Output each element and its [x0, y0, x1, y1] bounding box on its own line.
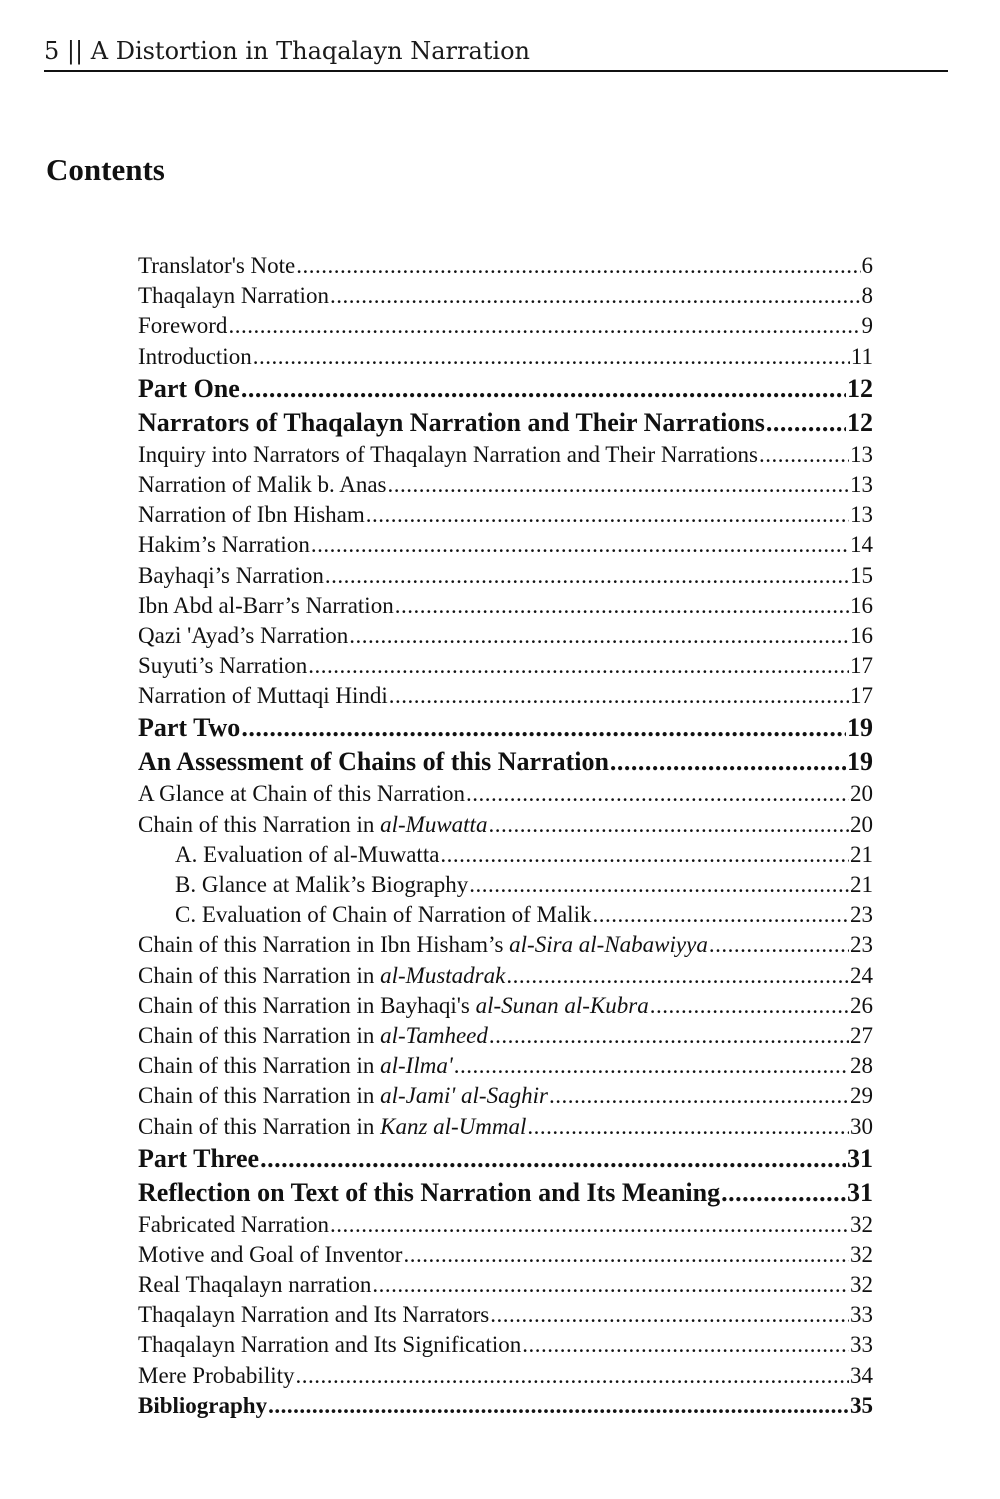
toc-entry-title	[138, 311, 227, 341]
toc-entry[interactable]	[138, 1021, 873, 1051]
dot-leader	[308, 651, 849, 681]
toc-entry-title-text: A. Evaluation of al-Muwatta	[175, 841, 440, 867]
table-of-contents	[138, 251, 873, 1421]
dot-leader	[527, 1112, 849, 1142]
toc-entry-page-number: 9	[861, 313, 873, 339]
toc-entry-title-text: Motive and Goal of Inventor	[138, 1241, 403, 1267]
toc-entry-page-number: 32	[850, 1211, 873, 1237]
toc-entry[interactable]	[138, 900, 873, 930]
dot-leader	[395, 591, 849, 621]
toc-entry-page-number: 27	[850, 1022, 873, 1048]
toc-entry-work-title: al-Muwatta	[380, 811, 488, 837]
dot-leader	[766, 406, 846, 440]
toc-entry-page-number: 13	[850, 471, 873, 497]
toc-entry-title-text: Inquiry into Narrators of Thaqalayn Narration and Their Narrations	[138, 441, 758, 467]
toc-entry-title-text: Chain of this Narration in	[138, 1022, 381, 1048]
toc-entry-work-title: al-Sira al-Nabawiyya	[509, 932, 708, 958]
dot-leader	[296, 1361, 850, 1391]
toc-entry-page-number: 11	[850, 343, 873, 369]
toc-entry-title-text: Narrators of Thaqalayn Narration and Their Narrations	[138, 407, 765, 437]
toc-entry[interactable]	[138, 1240, 873, 1270]
toc-entry[interactable]	[138, 530, 873, 560]
toc-entry-title-text: Bayhaqi’s Narration	[138, 562, 324, 588]
toc-entry-title	[138, 440, 758, 470]
toc-entry-page-number: 31	[847, 1143, 873, 1173]
toc-entry-page-number: 30	[850, 1113, 873, 1139]
toc-entry-title	[138, 991, 649, 1021]
toc-entry-page-number: 35	[850, 1392, 873, 1418]
toc-entry[interactable]	[138, 651, 873, 681]
toc-entry-work-title: al-Ilma'	[380, 1053, 453, 1079]
dot-leader	[311, 530, 849, 560]
toc-entry-title	[138, 810, 487, 840]
toc-entry-page-number: 15	[850, 562, 873, 588]
toc-entry-page-number: 32	[850, 1241, 873, 1267]
dot-leader	[241, 711, 846, 745]
dot-leader	[466, 779, 849, 809]
toc-entry[interactable]	[138, 561, 873, 591]
toc-entry[interactable]	[138, 251, 873, 281]
toc-entry[interactable]	[138, 870, 873, 900]
toc-entry-title-text: Thaqalayn Narration and Its Signification	[138, 1332, 522, 1358]
toc-entry-title	[138, 470, 386, 500]
toc-entry-title-text: Chain of this Narration in Bayhaqi's	[138, 992, 476, 1018]
toc-entry[interactable]	[138, 1330, 873, 1360]
toc-entry-title-text: Real Thaqalayn narration	[138, 1272, 372, 1298]
dot-leader	[469, 870, 849, 900]
toc-entry-title-text: Chain of this Narration in Ibn Hisham’s	[138, 932, 510, 958]
toc-entry-title-text: Part One	[138, 373, 240, 403]
toc-entry[interactable]	[138, 311, 873, 341]
toc-entry-work-title: al-Jami' al-Saghir	[380, 1083, 548, 1109]
dot-leader	[253, 342, 850, 372]
toc-entry-page-number: 23	[850, 932, 873, 958]
dot-leader	[241, 372, 846, 406]
toc-entry[interactable]	[138, 342, 873, 372]
toc-entry-title-text: Bibliography	[138, 1392, 268, 1418]
toc-entry-title	[138, 1210, 329, 1240]
toc-entry-title	[138, 711, 240, 745]
toc-entry-title	[138, 342, 252, 372]
toc-entry[interactable]	[138, 1270, 873, 1300]
toc-entry[interactable]	[138, 991, 873, 1021]
toc-entry-title	[138, 1361, 295, 1391]
toc-entry-title	[138, 530, 310, 560]
toc-entry-title-text: C. Evaluation of Chain of Narration of Malik	[175, 902, 592, 928]
toc-entry-page-number: 21	[850, 872, 873, 897]
toc-entry-page-number: 34	[850, 1362, 873, 1388]
toc-entry-page-number: 26	[850, 992, 873, 1018]
toc-entry-title	[138, 1176, 720, 1210]
dot-leader	[454, 1051, 849, 1081]
toc-entry[interactable]	[138, 961, 873, 991]
toc-entry-title-text: A Glance at Chain of this Narration	[138, 781, 466, 807]
toc-entry-title-text: Narration of Muttaqi Hindi	[138, 683, 388, 709]
toc-entry[interactable]	[138, 779, 873, 809]
toc-entry-title-text: Fabricated Narration	[138, 1211, 329, 1237]
toc-entry-title	[138, 621, 348, 651]
dot-leader	[403, 1240, 849, 1270]
toc-entry[interactable]	[138, 372, 873, 406]
toc-entry-title-text: An Assessment of Chains of this Narration	[138, 747, 609, 777]
toc-entry-title-text: Suyuti’s Narration	[138, 653, 308, 679]
toc-entry-title-text: Chain of this Narration in	[138, 1113, 381, 1139]
toc-entry-title	[175, 900, 591, 930]
dot-leader	[228, 311, 860, 341]
dot-leader	[330, 1210, 849, 1240]
dot-leader	[330, 281, 861, 311]
toc-entry[interactable]	[138, 591, 873, 621]
toc-entry-title	[138, 681, 388, 711]
toc-entry-work-title: al-Mustadrak	[380, 962, 506, 988]
toc-entry-title-text: Introduction	[138, 343, 252, 369]
toc-entry-title	[138, 1142, 259, 1176]
toc-entry[interactable]	[138, 810, 873, 840]
dot-leader	[759, 440, 849, 470]
toc-entry-page-number: 24	[850, 962, 873, 988]
toc-entry[interactable]	[138, 406, 873, 440]
dot-leader	[709, 930, 849, 960]
toc-entry-title	[138, 281, 329, 311]
toc-entry-page-number: 20	[850, 811, 873, 837]
toc-entry-title-text: Part Two	[138, 713, 241, 743]
toc-entry-page-number: 8	[861, 283, 873, 309]
toc-entry-page-number: 32	[850, 1272, 873, 1298]
toc-entry-work-title: al-Sunan al-Kubra	[475, 992, 649, 1018]
toc-entry-title	[138, 1021, 488, 1051]
toc-entry-title-text: Part Three	[138, 1143, 260, 1173]
toc-entry-title	[138, 651, 307, 681]
toc-entry[interactable]	[138, 621, 873, 651]
toc-entry[interactable]	[138, 1081, 873, 1111]
dot-leader	[522, 1330, 849, 1360]
toc-entry-title-text: B. Glance at Malik’s Biography	[175, 872, 469, 897]
toc-entry-title	[138, 561, 324, 591]
toc-entry-title	[138, 1270, 371, 1300]
toc-entry-title	[138, 930, 708, 960]
toc-entry-title	[138, 1051, 453, 1081]
toc-entry-page-number: 20	[850, 781, 873, 807]
toc-entry[interactable]	[138, 681, 873, 711]
toc-entry-title-text: Hakim’s Narration	[138, 532, 310, 558]
running-header	[44, 34, 948, 72]
toc-entry-title-text: Chain of this Narration in	[138, 811, 381, 837]
toc-entry-page-number: 33	[850, 1332, 873, 1358]
dot-leader	[506, 961, 849, 991]
toc-entry[interactable]	[138, 745, 873, 779]
toc-entry-title	[138, 745, 609, 779]
toc-entry-title-text: Reflection on Text of this Narration and Its Meaning	[138, 1177, 721, 1207]
dot-leader	[490, 1300, 849, 1330]
dot-leader	[592, 900, 849, 930]
toc-entry-page-number: 19	[847, 713, 873, 743]
toc-entry-title-text: Narration of Malik b. Anas	[138, 471, 387, 497]
toc-entry-title	[175, 840, 439, 870]
toc-entry-page-number: 21	[850, 841, 873, 867]
dot-leader	[325, 561, 849, 591]
toc-entry-page-number: 6	[861, 253, 873, 278]
toc-entry-work-title: Kanz al-Ummal	[380, 1113, 527, 1139]
toc-entry[interactable]	[138, 711, 873, 745]
toc-entry-page-number: 23	[850, 902, 873, 928]
dot-leader	[389, 681, 849, 711]
toc-entry-title-text: Narration of Ibn Hisham	[138, 502, 365, 528]
dot-leader	[650, 991, 849, 1021]
toc-entry-title-text: Chain of this Narration in	[138, 1083, 381, 1109]
toc-entry-title	[138, 251, 295, 281]
toc-entry-page-number: 13	[850, 502, 873, 528]
toc-entry[interactable]	[138, 500, 873, 530]
page-title: Contents	[46, 152, 165, 187]
dot-leader	[260, 1142, 846, 1176]
toc-entry-title	[138, 372, 240, 406]
dot-leader	[440, 840, 849, 870]
toc-entry-page-number: 33	[850, 1302, 873, 1328]
toc-entry[interactable]	[138, 1176, 873, 1210]
toc-entry-page-number: 31	[847, 1177, 873, 1207]
toc-entry-title	[138, 1330, 521, 1360]
toc-entry-title	[175, 870, 468, 900]
toc-entry-title-text: Thaqalayn Narration	[138, 283, 329, 309]
toc-entry-page-number: 28	[850, 1053, 873, 1079]
toc-entry-page-number: 13	[850, 441, 873, 467]
toc-entry-title	[138, 591, 394, 621]
toc-entry-page-number: 17	[850, 683, 873, 709]
dot-leader	[349, 621, 849, 651]
toc-entry-work-title: al-Tamheed	[380, 1022, 488, 1048]
toc-entry-page-number: 12	[847, 407, 873, 437]
dot-leader	[372, 1270, 849, 1300]
toc-entry-title-text: Foreword	[138, 313, 228, 339]
dot-leader	[296, 251, 860, 281]
dot-leader	[488, 810, 849, 840]
toc-entry[interactable]	[138, 1051, 873, 1081]
toc-entry-title	[138, 1081, 548, 1111]
toc-entry[interactable]	[138, 1300, 873, 1330]
toc-entry[interactable]	[138, 1391, 873, 1421]
toc-entry[interactable]	[138, 930, 873, 960]
dot-leader	[721, 1176, 846, 1210]
toc-entry[interactable]	[138, 281, 873, 311]
toc-entry[interactable]	[138, 840, 873, 870]
toc-entry-title-text: Thaqalayn Narration and Its Narrators	[138, 1302, 490, 1328]
toc-entry[interactable]	[138, 1142, 873, 1176]
dot-leader	[387, 470, 849, 500]
toc-entry-title	[138, 1240, 402, 1270]
toc-entry-title-text: Chain of this Narration in	[138, 1053, 381, 1079]
toc-entry-title-text: Mere Probability	[138, 1362, 295, 1388]
header-book-title: A Distortion in Thaqalayn Narration	[90, 37, 530, 65]
dot-leader	[268, 1391, 849, 1421]
toc-entry-page-number: 17	[850, 653, 873, 679]
toc-entry-page-number: 12	[847, 373, 873, 403]
toc-entry-title-text: Ibn Abd al-Barr’s Narration	[138, 592, 394, 618]
toc-entry-page-number: 16	[850, 592, 873, 618]
toc-entry[interactable]	[138, 1361, 873, 1391]
toc-entry-title	[138, 1391, 267, 1421]
toc-entry-title	[138, 406, 765, 440]
toc-entry-title	[138, 500, 365, 530]
toc-entry-title	[138, 779, 465, 809]
toc-entry[interactable]	[138, 1112, 873, 1142]
toc-entry-title-text: Qazi 'Ayad’s Narration	[138, 622, 349, 648]
header-page-number: 5	[44, 37, 60, 65]
dot-leader	[549, 1081, 849, 1111]
toc-entry-title-text: Translator's Note	[138, 253, 296, 278]
toc-entry[interactable]	[138, 440, 873, 470]
toc-entry-title	[138, 961, 505, 991]
toc-entry-page-number: 16	[850, 622, 873, 648]
toc-entry-page-number: 29	[850, 1083, 873, 1109]
toc-entry-title-text: Chain of this Narration in	[138, 962, 381, 988]
dot-leader	[489, 1021, 849, 1051]
toc-entry-page-number: 14	[850, 532, 873, 558]
header-separator: ||	[66, 37, 84, 65]
toc-entry-page-number: 19	[847, 747, 873, 777]
dot-leader	[366, 500, 849, 530]
toc-entry[interactable]	[138, 470, 873, 500]
toc-entry-title	[138, 1112, 526, 1142]
toc-entry-title	[138, 1300, 489, 1330]
toc-entry[interactable]	[138, 1210, 873, 1240]
dot-leader	[610, 745, 846, 779]
